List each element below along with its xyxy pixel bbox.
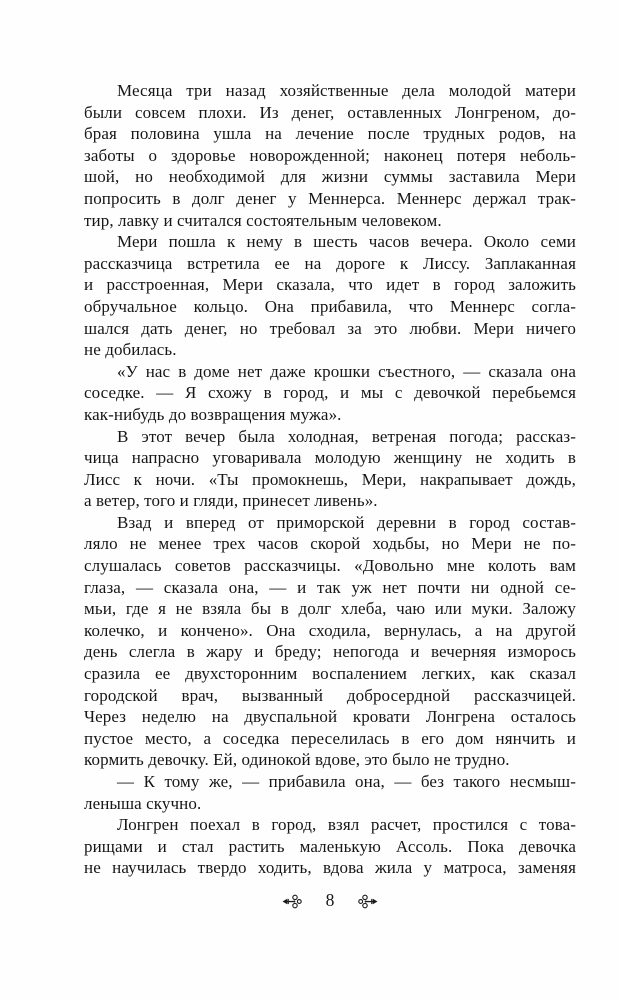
text-line: Взад и вперед от приморской деревни в город состав- [117,512,576,532]
text-line: колечко, и кончено». Она сходила, вернулась, а на другой [84,620,576,640]
text-line: Месяца три назад хозяйственные дела молодой матери [117,81,576,100]
text-line: Лисс к ночи. «Ты промокнешь, Мери, накрапывает дождь, [84,469,576,489]
text-line: обручальное кольцо. Она прибавила, что Меннерс согла- [84,296,576,316]
text-line: — К тому же, — прибавила она, — без такого несмыш- [117,772,576,791]
text-line: рассказчица встретила ее на дороге к Лиссу. Заплаканная [84,253,576,273]
text-line: слушалась советов рассказчицы. «Довольно мне колоть вам [84,556,576,576]
text-line: глаза, — сказала она, — и так уж нет почти ни одной се- [84,577,576,597]
fleuron-right-icon [358,894,378,909]
text-line: рищами и стал растить маленькую Ассоль. Пока девочка [84,836,576,856]
text-line: не добилась. [84,340,177,360]
fleuron-left-icon [282,894,302,909]
text-line: чица напрасно уговаривала молодую женщину не ходить в [84,448,576,468]
text-line: пустое место, а соседка переселилась в его дом нянчить и [84,728,576,748]
text-line: Через неделю на двуспальной кровати Лонгрена осталось [84,707,576,727]
text-line: соседке. — Я схожу в город, и мы с девочкой перебьемся [84,383,576,403]
text-line: леныша скучно. [84,793,202,813]
text-line: заботы о здоровье новорожденной; наконец потеря неболь- [84,145,576,165]
text-line: кормить девочку. Ей, одинокой вдове, это было не трудно. [84,750,510,770]
text-line: а ветер, того и гляди, принесет ливень». [84,491,378,511]
text-line: городской врач, вызванный добросердной рассказчицей. [84,685,576,705]
text-line: тир, лавку и считался состоятельным человеком. [84,210,442,230]
text-line: как-нибудь до возвращения мужа». [84,404,342,424]
text-line: Лонгрен поехал в город, взял расчет, простился с това- [117,815,576,835]
text-line: шался дать денег, но требовал за это любви. Мери ничего [84,318,576,338]
text-line: шой, но необходимой для жизни суммы заставила Мери [84,167,576,187]
text-line: сразила ее двухсторонним воспалением легких, как сказал [84,664,576,684]
text-line: мьи, где я не взяла бы в долг хлеба, чаю или муки. Заложу [84,599,576,619]
text-line: и расстроенная, Мери сказала, что идет в город заложить [84,275,576,295]
text-line: брая половина ушла на лечение после трудных родов, на [84,124,576,144]
text-line: В этот вечер была холодная, ветреная погода; рассказ- [117,426,576,446]
text-line: попросить в долг денег у Меннерса. Меннерс держал трак- [84,188,576,208]
text-line: ляло не менее трех часов скорой ходьбы, но Мери не по- [84,534,576,554]
text-line: «У нас в доме нет даже крошки съестного, — сказала она [117,361,576,381]
page-number: 8 [325,890,335,911]
text-line: день слегла в жару и бреду; непогода и вечерняя изморось [84,642,576,662]
text-line: были совсем плохи. Из денег, оставленных Лонгреном, до- [84,102,576,122]
page-text-block [84,80,576,879]
text-line: не научилась твердо ходить, вдова жила у матроса, заменяя [84,858,576,878]
page-footer [84,889,576,913]
text-line: Мери пошла к нему в шесть часов вечера. Около семи [117,232,576,252]
